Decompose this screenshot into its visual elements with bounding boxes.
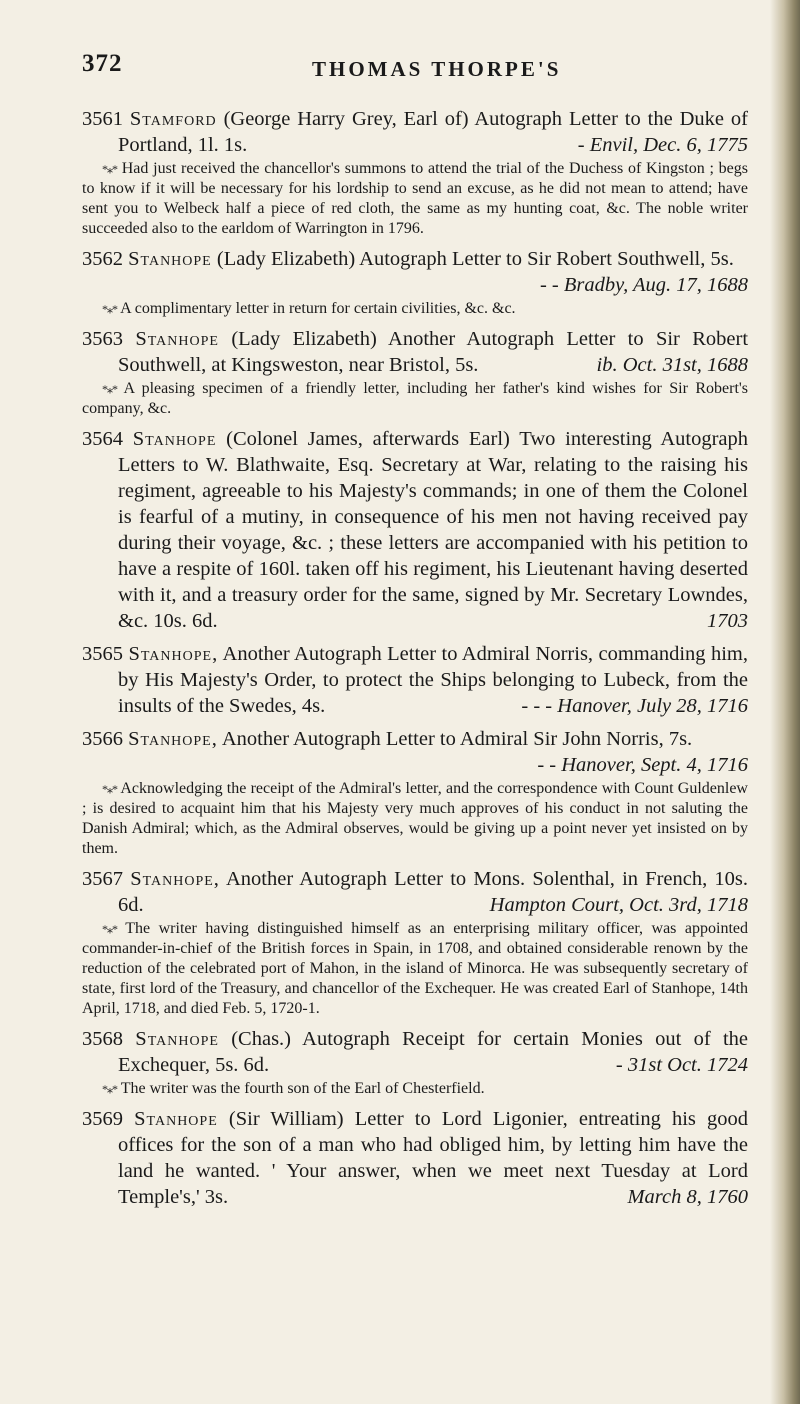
entry-name: Stanhope,: [128, 728, 218, 750]
entry-main: [82, 326, 748, 378]
entry-note: [82, 919, 748, 1019]
catalogue-entry: [82, 246, 748, 319]
entry-note: [82, 779, 748, 859]
entry-main: [82, 1106, 748, 1210]
entry-date: - Envil, Dec. 6, 1775: [577, 134, 748, 156]
entry-number: 3565: [82, 643, 123, 665]
entry-main: [82, 641, 748, 719]
entry-main: [82, 246, 748, 298]
entry-description: Another Autograph Letter to Admiral Sir John Norris, 7s.: [221, 728, 693, 750]
entry-note-text: The writer was the fourth son of the Earl of Chesterfield.: [120, 1080, 485, 1097]
entry-description: (Chas.) Autograph Receipt for certain Monies out of the Exchequer, 5s. 6d.: [118, 1028, 748, 1076]
entry-main: [82, 1026, 748, 1078]
entry-note: [82, 379, 748, 419]
entry-number: 3564: [82, 428, 123, 450]
entry-note-text: The writer having distinguished himself as an enterprising military officer, was appointed commander-in-chief of the British forces in Spain, in 1708, and obtained considerable renown by the reduction of the celebrated port of Mahon, in the island of Minorca. He was subsequently secretary of state, first lord of the Treasury, and chancellor of the Exchequer. He was created Earl of Stanhope, 14th April, 1718, and died Feb. 5, 1720-1.: [82, 920, 749, 1017]
note-asterism: *⁎*: [102, 382, 117, 396]
note-asterism: *⁎*: [102, 302, 117, 316]
entry-date: ib. Oct. 31st, 1688: [596, 354, 748, 376]
entry-note: [82, 159, 748, 239]
catalogue-entries: [82, 106, 748, 1217]
entry-name: Stanhope: [128, 248, 212, 270]
note-asterism: *⁎*: [102, 922, 117, 936]
entry-name: Stamford: [129, 108, 217, 130]
entry-main: [82, 726, 748, 778]
entry-description: (George Harry Grey, Earl of) Autograph Letter to the Duke of Portland, 1l. 1s.: [118, 108, 748, 156]
note-asterism: *⁎*: [102, 1082, 117, 1096]
entry-note-text: A complimentary letter in return for certain civilities, &c. &c.: [120, 300, 516, 317]
entry-note-text: Had just received the chancellor's summons to attend the trial of the Duchess of Kingston ; begs to know if it will be necessary for his lordship to send an excuse, as he did not mean to attend; have sent you to Welbeck half a piece of red cloth, the same as my hunting coat, &c. The noble writer succeeded also to the earldom of Warrington in 1796.: [82, 160, 748, 237]
entry-number: 3567: [82, 868, 123, 890]
entry-number: 3561: [82, 108, 123, 130]
entry-number: 3562: [82, 248, 123, 270]
entry-description: (Colonel James, afterwards Earl) Two interesting Autograph Letters to W. Blathwaite, Esq. Secretary at War, relating to the raising his regiment, agreeable to his Majesty's commands; in one of them the Colonel is fearful of a mutiny, in consequence of his men not having received pay during their voyage, &c. ; these letters are accompanied with his petition to have a respite of 160l. taken off his regiment, his Lieutenant having deserted with it, and a treasury order for the same, signed by Mr. Secretary Lowndes, &c. 10s. 6d.: [118, 428, 749, 632]
entry-date: - - - Hanover, July 28, 1716: [521, 695, 748, 717]
page-number: 372: [82, 50, 123, 77]
entry-name: Stanhope: [135, 1028, 219, 1050]
entry-number: 3566: [82, 728, 123, 750]
entry-number: 3563: [82, 328, 123, 350]
running-head: THOMAS THORPE'S: [312, 57, 562, 81]
entry-name: Stanhope: [132, 428, 217, 450]
catalogue-entry: [82, 866, 748, 1019]
entry-number: 3569: [82, 1108, 123, 1130]
entry-date: Hampton Court, Oct. 3rd, 1718: [489, 894, 748, 916]
entry-date: - - Bradby, Aug. 17, 1688: [539, 274, 748, 296]
entry-date: - 31st Oct. 1724: [615, 1054, 748, 1076]
entry-note: [82, 1079, 748, 1099]
entry-description: (Lady Elizabeth) Autograph Letter to Sir Robert Southwell, 5s.: [216, 248, 734, 270]
page-edge-shadow: [770, 0, 800, 1404]
entry-date: 1703: [707, 610, 748, 632]
note-asterism: *⁎*: [102, 782, 117, 796]
entry-main: [82, 866, 748, 918]
entry-note-text: Acknowledging the receipt of the Admiral's letter, and the correspondence with Count Guldenlew ; is desired to acquaint him that his Majesty very much approves of his conduct in not saluting the Danish Admiral; which, as the Admiral observes, would be giving up a point never yet insisted on by them.: [82, 780, 748, 857]
entry-description: Another Autograph Letter to Mons. Solenthal, in French, 10s. 6d.: [118, 868, 749, 916]
entry-number: 3568: [82, 1028, 123, 1050]
entry-description: (Lady Elizabeth) Another Autograph Letter to Sir Robert Southwell, at Kingsweston, near Bristol, 5s.: [118, 328, 749, 376]
catalogue-entry: [82, 106, 748, 239]
entry-name: Stanhope: [135, 328, 219, 350]
catalogue-entry: [82, 641, 748, 719]
catalogue-entry: [82, 1026, 748, 1099]
entry-name: Stanhope,: [130, 868, 220, 890]
entry-main: [82, 426, 748, 634]
entry-date: - - Hanover, Sept. 4, 1716: [537, 754, 748, 776]
entry-note-text: A pleasing specimen of a friendly letter, including her father's kind wishes for Sir Robert's company, &c.: [82, 380, 748, 417]
entry-description: Another Autograph Letter to Admiral Norris, commanding him, by His Majesty's Order, to protect the Ships belonging to Lubeck, from the insults of the Swedes, 4s.: [118, 643, 748, 717]
catalogue-entry: [82, 426, 748, 634]
note-asterism: *⁎*: [102, 162, 117, 176]
entry-main: [82, 106, 748, 158]
entry-description: (Sir William) Letter to Lord Ligonier, entreating his good offices for the son of a man who had obliged him, by letting him have the land he wanted. ' Your answer, when we meet next Tuesday at Lord Temple's,' 3s.: [118, 1108, 749, 1208]
catalogue-entry: [82, 326, 748, 419]
catalogue-entry: [82, 726, 748, 859]
entry-date: March 8, 1760: [627, 1186, 748, 1208]
entry-note: [82, 299, 748, 319]
entry-name: Stanhope: [134, 1108, 218, 1130]
entry-name: Stanhope,: [128, 643, 219, 665]
catalogue-entry: [82, 1106, 748, 1210]
